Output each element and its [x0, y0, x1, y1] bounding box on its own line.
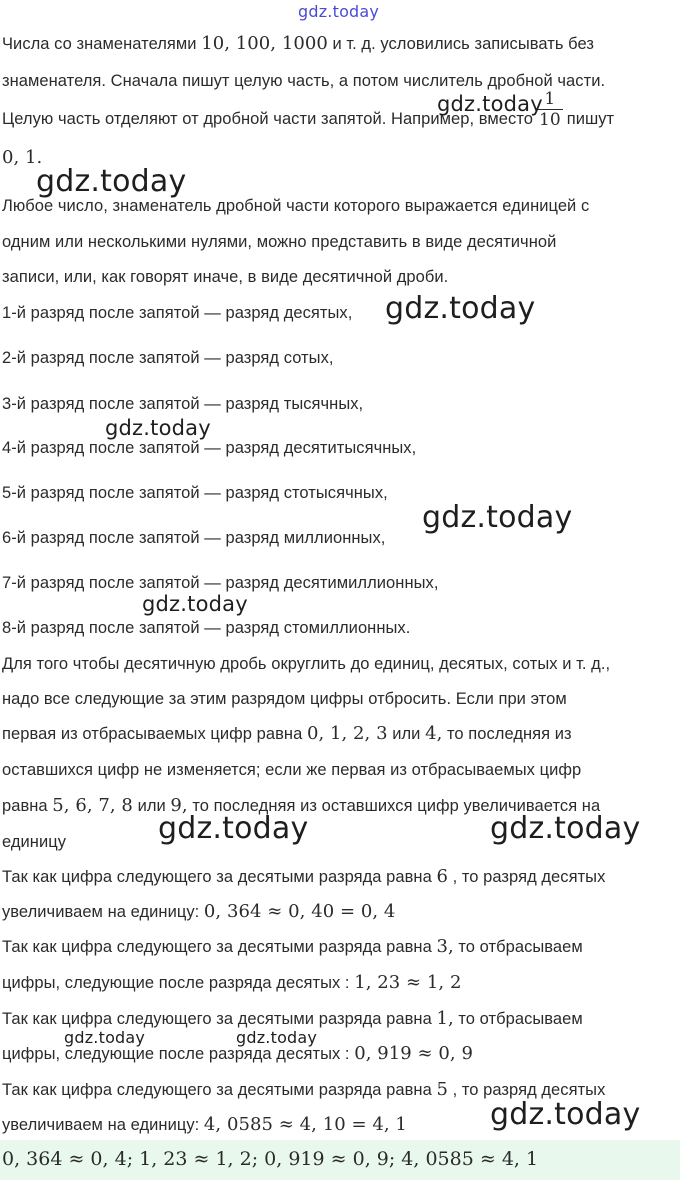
ex2-line-2 [2, 972, 676, 994]
text: Любое число, знаменатель дробной части которого выражается единицей с [2, 197, 590, 215]
text: 3-й разряд после запятой — разряд тысячных, [2, 395, 364, 413]
text: увеличиваем на единицу: [2, 903, 204, 921]
text: , то разряд десятых [447, 1081, 606, 1099]
watermark: gdz.today [490, 811, 641, 846]
math: 0, 919 ≈ 0, 9 [354, 1043, 473, 1064]
math: 9, [170, 795, 188, 816]
text: , то разряд десятых [447, 868, 606, 886]
text: 4-й разряд после запятой — разряд десятитысячных, [2, 439, 417, 457]
math: 5, 6, 7, 8 [52, 795, 133, 816]
rank-line [2, 527, 676, 549]
text: то последняя из оставшихся цифр увеличивается на [187, 797, 601, 815]
math: 0, 1, 2, 3 [306, 723, 388, 744]
text: Целую часть отделяют от дробной части запятой. Например, вместо [2, 110, 533, 128]
watermark: gdz.today [298, 2, 380, 21]
rank-line [2, 393, 676, 415]
text: Так как цифра следующего за десятыми разряда равна [2, 1081, 437, 1099]
text: 8-й разряд после запятой — разряд стомиллионных. [2, 619, 411, 637]
watermark: gdz.today [422, 500, 573, 535]
p3-line-2 [2, 688, 676, 710]
p1-line-2 [2, 70, 676, 92]
text: увеличиваем на единицу: [2, 1116, 204, 1134]
rank-line [2, 572, 676, 594]
ex2-line-1 [2, 936, 676, 958]
text: цифры, следующие после разряда десятых : [2, 1045, 355, 1063]
text: или [387, 725, 426, 743]
watermark: gdz.today [385, 291, 536, 326]
rank-line [2, 302, 676, 324]
watermark: gdz.today [236, 1028, 318, 1047]
p3-line-3 [2, 723, 676, 745]
text: оставшихся цифр не изменяется; если же первая из отбрасываемых цифр [2, 761, 582, 779]
fraction-denominator: 10 [538, 110, 561, 131]
ex1-line-2 [2, 901, 676, 923]
text: первая из отбрасываемых цифр равна [2, 725, 307, 743]
math: 5 [436, 1079, 448, 1100]
text: записи, или, как говорят иначе, в виде десятичной дроби. [2, 268, 449, 286]
math: 3, [436, 936, 454, 957]
text: Для того чтобы десятичную дробь округлить до единиц, десятых, сотых и т. д., [2, 655, 611, 673]
text: 5-й разряд после запятой — разряд стотысячных, [2, 484, 388, 502]
p3-line-1 [2, 653, 676, 675]
rank-line [2, 347, 676, 369]
text: 6-й разряд после запятой — разряд миллионных, [2, 529, 386, 547]
text: одним или несколькими нулями, можно представить в виде десятичной [2, 233, 557, 251]
fraction-numerator: 1 [537, 89, 563, 110]
text: то последняя из [442, 725, 572, 743]
math: 1, 23 ≈ 1, 2 [354, 972, 462, 993]
text: или [132, 797, 171, 815]
math: 4, 0585 ≈ 4, 10 = 4, 1 [203, 1114, 407, 1135]
rank-line [2, 437, 676, 459]
p3-line-4 [2, 759, 676, 781]
text: единицу [2, 833, 67, 851]
text: 2-й разряд после запятой — разряд сотых, [2, 349, 334, 367]
text: надо все следующие за этим разрядом цифры отбросить. Если при этом [2, 690, 567, 708]
p1-line-1 [2, 33, 676, 55]
watermark: gdz.today [64, 1028, 146, 1047]
rank-line [2, 482, 676, 504]
text: то отбрасываем [453, 1010, 583, 1028]
p2-line-2 [2, 231, 676, 253]
text: 1-й разряд после запятой — разряд десятых, [2, 304, 353, 322]
text: Так как цифра следующего за десятыми разряда равна [2, 1010, 437, 1028]
answer-box [0, 1140, 680, 1180]
watermark: gdz.today [36, 164, 187, 199]
text: Числа со знаменателями [2, 35, 202, 53]
watermark: gdz.today [158, 811, 309, 846]
watermark: gdz.today [105, 416, 211, 440]
text: Так как цифра следующего за десятыми разряда равна [2, 868, 437, 886]
rank-line [2, 617, 676, 639]
text: и т. д. условились записывать без [327, 35, 594, 53]
text: 7-й разряд после запятой — разряд десятимиллионных, [2, 574, 439, 592]
math: 10, 100, 1000 [201, 33, 328, 54]
answer-text: 0, 364 ≈ 0, 4; 1, 23 ≈ 1, 2; 0, 919 ≈ 0, 9; 4, 0585 ≈ 4, 1 [2, 1148, 539, 1170]
text: цифры, следующие после разряда десятых : [2, 974, 355, 992]
text: то отбрасываем [453, 938, 583, 956]
math: 4, [425, 723, 443, 744]
math: 1, [436, 1008, 454, 1029]
text: равна [2, 797, 53, 815]
p2-line-3 [2, 266, 676, 288]
ex3-line-1 [2, 1008, 676, 1030]
math: 0, 1. [2, 147, 43, 168]
text: Так как цифра следующего за десятыми разряда равна [2, 938, 437, 956]
watermark: gdz.today [142, 592, 248, 616]
math: 0, 364 ≈ 0, 40 = 0, 4 [203, 901, 396, 922]
ex1-line-1 [2, 866, 676, 888]
text: знаменателя. Сначала пишут целую часть, а потом числитель дробной части. [2, 72, 606, 90]
text: пишут [566, 110, 615, 128]
watermark: gdz.today [490, 1097, 641, 1132]
watermark: gdz.today [437, 92, 543, 116]
math: 6 [436, 866, 448, 887]
